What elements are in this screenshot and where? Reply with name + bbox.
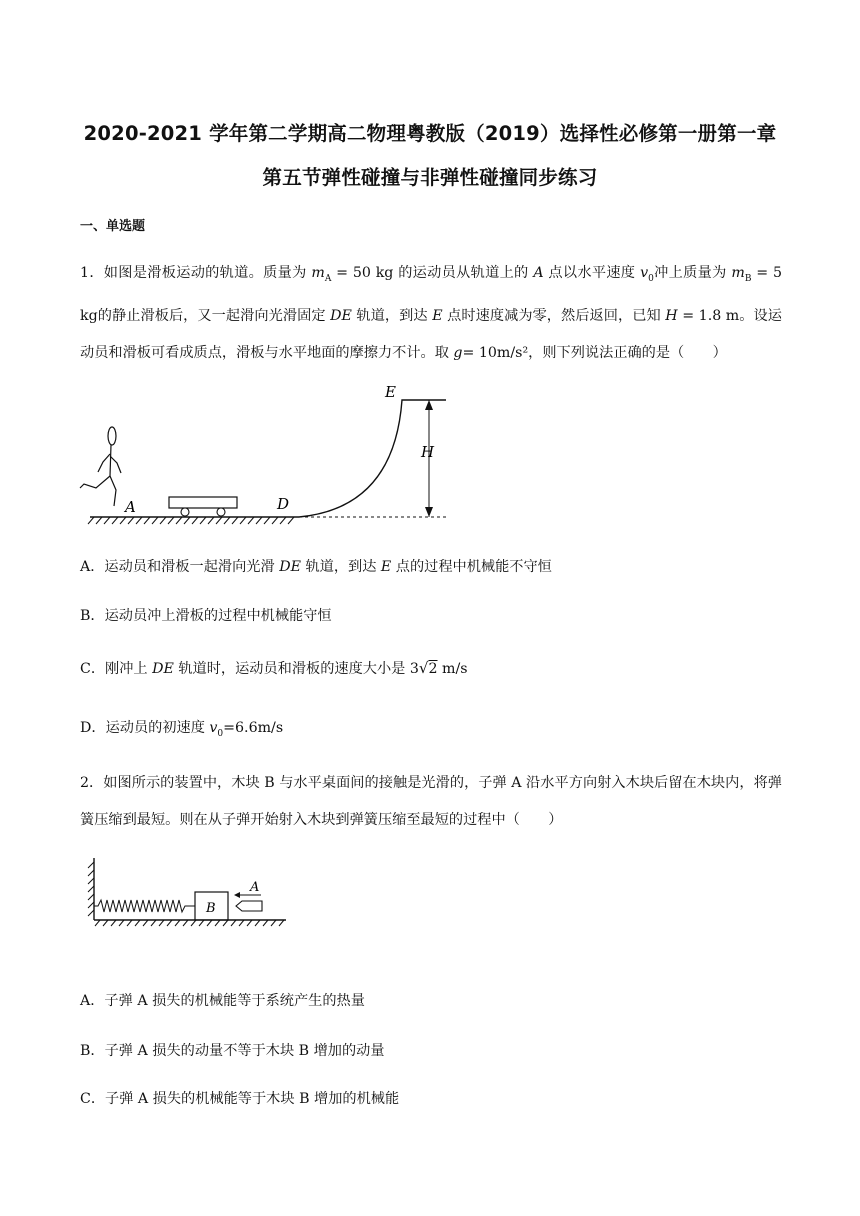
label-b: B xyxy=(206,901,216,916)
question-2-text: 2．如图所示的装置中，木块 B 与水平桌面间的接触是光滑的，子弹 A 沿水平方向射入木块后留在木块内，将弹簧压缩到最短。则在从子弹开始射入木块到弹簧压缩至最短的过程中（ ） xyxy=(80,775,782,828)
q1-option-a: A．运动员和滑板一起滑向光滑 DE 轨道，到达 E 点的过程中机械能不守恒 xyxy=(80,559,552,575)
title-line-2: 第五节弹性碰撞与非弹性碰撞同步练习 xyxy=(262,166,598,189)
q2-option-b: B．子弹 A 损失的动量不等于木块 B 增加的动量 xyxy=(80,1043,385,1059)
question-1-text: 1．如图是滑板运动的轨道。质量为 $m_A = 50$ kg 的运动员从轨道上的 A 点以水平速度 $v_0$冲上质量为 $m_B = 5$ kg的静止滑板后，又一起滑向光滑固定 DE 轨道，到达 E 点时速度减为零，然后返回，已知 H = 1.8 m。设运动员和滑板可看成质点，滑板与水平地面的摩擦力不计。取 g= 10m/s²，则下列说法正确的是（ ） xyxy=(80,265,782,361)
section-heading: 一、单选题 xyxy=(80,219,146,234)
label-d: D xyxy=(277,495,290,513)
skateboard-track-figure xyxy=(76,376,456,526)
spring-block-figure xyxy=(84,854,294,930)
title-line-1: 2020-2021 学年第二学期高二物理粤教版（2019）选择性必修第一册第一章 xyxy=(83,122,777,145)
label-h: H xyxy=(421,443,435,461)
q2-option-a: A．子弹 A 损失的机械能等于系统产生的热量 xyxy=(80,993,365,1009)
label-a: A xyxy=(125,498,136,516)
q1-option-c: C．刚冲上 DE 轨道时，运动员和滑板的速度大小是 3√2 m/s xyxy=(80,659,468,677)
label-a-bullet: A xyxy=(250,880,260,895)
label-e: E xyxy=(385,383,396,401)
runner-figure xyxy=(80,427,121,506)
q1-option-b: B．运动员冲上滑板的过程中机械能守恒 xyxy=(80,608,332,624)
q2-option-c: C．子弹 A 损失的机械能等于木块 B 增加的机械能 xyxy=(80,1091,400,1107)
q1-option-d: D．运动员的初速度 $v_0=6.6m/s$ xyxy=(80,720,284,739)
